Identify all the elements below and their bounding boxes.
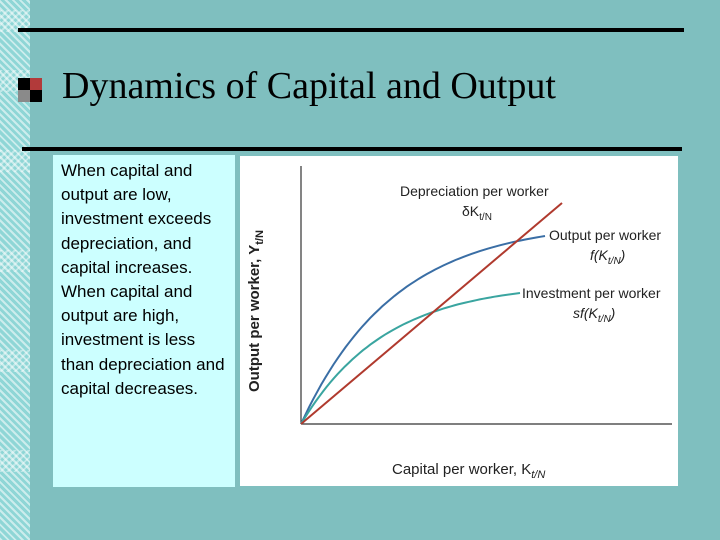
x-axis-label: Capital per worker, $K_t/N$ (392, 461, 546, 481)
strip-block (0, 450, 30, 472)
diagram-svg (240, 156, 678, 486)
y-axis-label: Output per worker, $Y_t/N$ (246, 230, 266, 392)
explanation-text: When capital and output are low, investment exceeds depreciation, and capital increases. When capital and output are high, investment is less than depreciation and capital decreases. (61, 161, 225, 398)
title-bullet-icon (18, 78, 44, 104)
output-label: Output per worker (549, 227, 662, 243)
depreciation-label: Depreciation per worker (400, 183, 549, 199)
strip-block (0, 150, 30, 172)
depreciation-line (301, 203, 562, 424)
title-underline (22, 147, 682, 151)
slide-title: Dynamics of Capital and Output (62, 65, 556, 107)
strip-block (0, 250, 30, 272)
output-curve (301, 236, 545, 424)
investment-label: Investment per worker (522, 285, 661, 301)
explanation-box (53, 155, 235, 487)
output-formula: $f(K_t/N)$ (590, 247, 626, 267)
investment-formula: $sf(K_t/N)$ (573, 305, 616, 325)
top-rule (18, 28, 684, 32)
depreciation-formula: $\delta K_t/N$ (462, 203, 492, 223)
solow-diagram (240, 156, 678, 486)
investment-curve (301, 293, 520, 424)
strip-block (0, 350, 30, 372)
